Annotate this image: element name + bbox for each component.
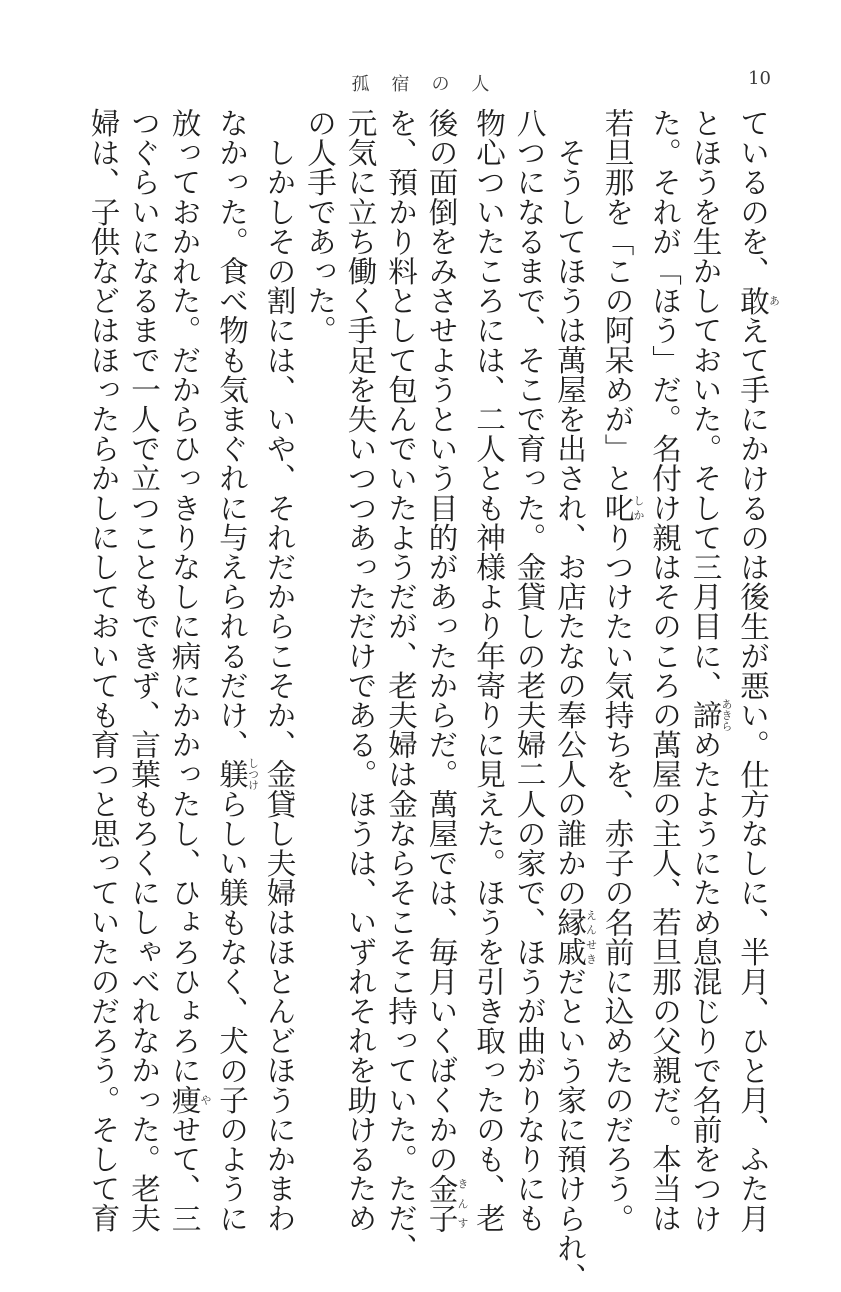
vertical-text-columns	[83, 108, 781, 1292]
text-column: しかしその割には、いや、それだからこそか、金貸し夫婦はほとんどほうにかまわ	[262, 108, 297, 1233]
text-column: の人手であった。	[303, 108, 337, 345]
text-column: つぐらいになるまで一人で立つこともできず、言葉もろくにしゃべれなかった。老夫	[127, 108, 161, 1233]
text-column: そうしてほうは萬屋を出され、お店たなの奉公人の誰かの縁戚えんせきだという家に預けられ、	[553, 108, 598, 1292]
text-column: 後の面倒をみさせようという目的があったからだ。萬屋では、毎月いくばくかの金子きんす	[424, 108, 469, 1233]
text-column: 元気に立ち働く手足を失いつつあっただけである。ほうは、いずれそれを助けるため	[343, 108, 378, 1233]
text-column: 八つになるまで、そこで育った。金貸しの老夫婦二人の家で、ほうが曲がりなりにも	[512, 108, 547, 1233]
text-column: 若旦那を「この阿呆めが」と叱しかりつけたい気持ちを、赤子の名前に込めたのだろう。	[600, 108, 645, 1233]
text-column: 放っておかれた。だからひっきりなしに病にかかったし、ひょろひょろに痩やせて、三	[167, 108, 212, 1233]
text-column: を、預かり料として包んでいたようだが、老夫婦は金ならそこそこ持っていた。ただ、	[384, 108, 418, 1263]
ruby-annotation: 敢あ	[736, 285, 781, 316]
text-column: ているのを、敢あえて手にかけるのは後生が悪い。仕方なしに、半月、ひと月、ふた月	[736, 108, 781, 1233]
ruby-annotation: 躾しつけ	[215, 757, 260, 791]
text-column: なかった。食べ物も気まぐれに与えられるだけ、躾しつけらしい躾もなく、犬の子のように	[215, 108, 260, 1233]
text-column: 物心ついたころには、二人とも神様より年寄りに見えた。ほうを引き取ったのも、老	[472, 108, 506, 1233]
ruby-annotation: 金子きんす	[424, 1173, 469, 1233]
page-number: 10	[748, 68, 771, 89]
text-column: とほうを生かしておいた。そして三月目に、諦あきらめたようにため息混じりで名前をつけ	[688, 108, 733, 1233]
ruby-annotation: 叱しか	[600, 492, 645, 523]
body-text	[83, 108, 781, 1292]
ruby-annotation: 諦あきら	[688, 698, 733, 732]
text-column: 婦は、子供などはほったらかしにしておいても育つと思っていたのだろう。そして育	[86, 108, 121, 1233]
ruby-annotation: 縁戚えんせき	[553, 907, 598, 967]
running-head: 孤宿の人	[351, 74, 512, 95]
text-column: た。それが「ほう」だ。名付け親はそのころの萬屋の主人、若旦那の父親だ。本当は	[648, 108, 682, 1233]
ruby-annotation: 痩や	[167, 1084, 212, 1115]
